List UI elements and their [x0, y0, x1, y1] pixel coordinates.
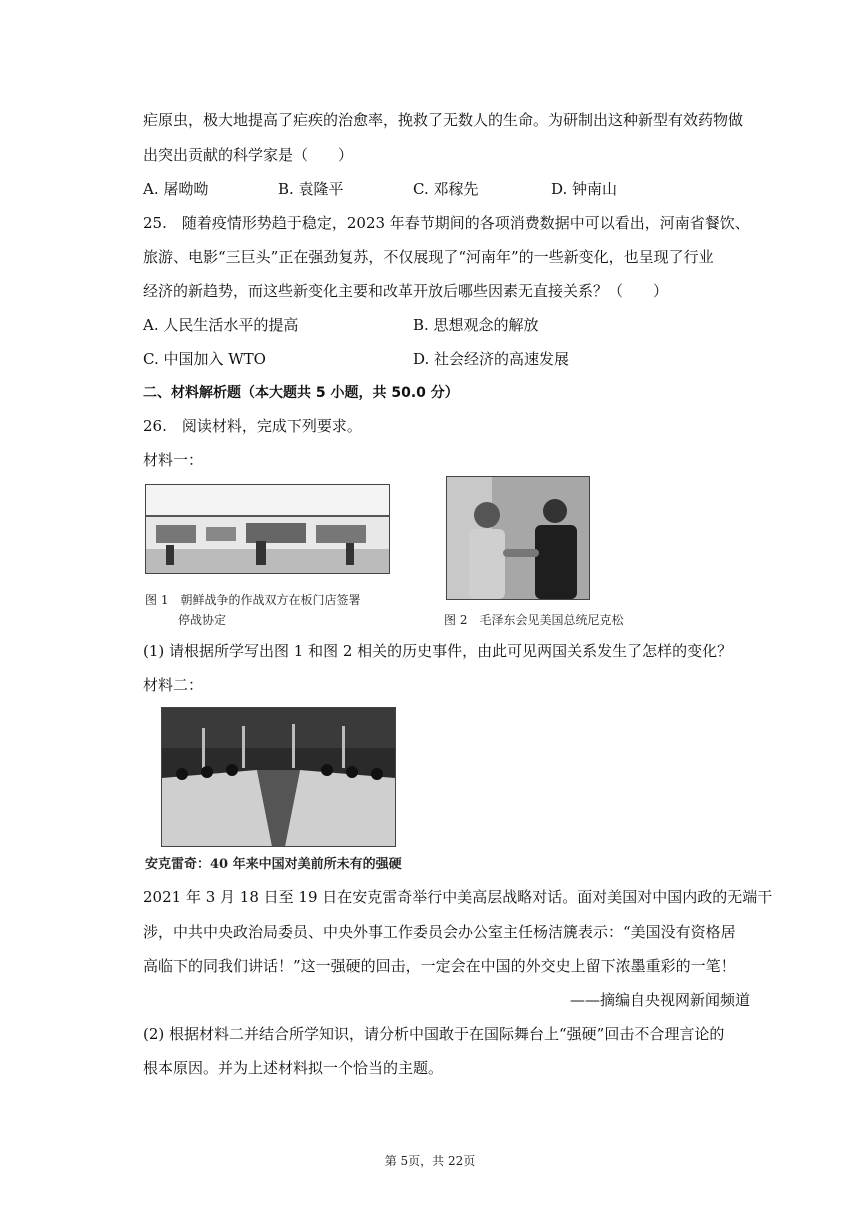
- figure3-caption: 安克雷奇：40 年来中国对美前所未有的强硬: [145, 857, 402, 872]
- q24-option-d: D. 钟南山: [551, 180, 618, 198]
- q26-sub1: (1) 请根据所学写出图 1 和图 2 相关的历史事件，由此可见两国关系发生了怎样的变化？: [143, 642, 733, 660]
- q25-stem-line1: 25. 随着疫情形势趋于稳定，2023 年春节期间的各项消费数据中可以看出，河南省餐饮、: [143, 214, 750, 232]
- figure1-caption-line2: 停战协定: [178, 613, 227, 627]
- material2-para-line1: 2021 年 3 月 18 日至 19 日在安克雷奇举行中美高层战略对话。面对美国对中国内政的无端干: [143, 888, 773, 906]
- material1-label: 材料一：: [143, 451, 204, 469]
- q25-stem-line3: 经济的新趋势，而这些新变化主要和改革开放后哪些因素无直接关系？（ ）: [143, 282, 669, 300]
- material2-para-line3: 高临下的同我们讲话！”这一强硬的回击，一定会在中国的外交史上留下浓墨重彩的一笔！: [143, 957, 736, 975]
- q26-stem: 26. 阅读材料，完成下列要求。: [143, 417, 362, 435]
- section-heading: 二、材料解析题（本大题共 5 小题，共 50.0 分）: [143, 385, 459, 401]
- q24-option-b: B. 袁隆平: [278, 180, 344, 198]
- figure3-photo: [161, 707, 396, 847]
- q26-sub2-line2: 根本原因。并为上述材料拟一个恰当的主题。: [143, 1059, 444, 1077]
- figure2-photo: [446, 476, 590, 600]
- material2-para-line2: 涉，中共中央政治局委员、中央外事工作委员会办公室主任杨洁篪表示：“美国没有资格居: [143, 923, 736, 941]
- q24-stem-line2: 出突出贡献的科学家是（ ）: [143, 146, 354, 164]
- q25-stem-line2: 旅游、电影“三巨头”正在强劲复苏，不仅展现了“河南年”的一些新变化，也呈现了行业: [143, 248, 714, 266]
- q25-option-d: D. 社会经济的高速发展: [413, 350, 570, 368]
- material2-label: 材料二：: [143, 676, 204, 694]
- q24-option-a: A. 屠呦呦: [143, 180, 209, 198]
- material2-source: ——摘编自央视网新闻频道: [569, 991, 750, 1009]
- figure1-caption-line1: 图 1 朝鲜战争的作战双方在板门店签署: [145, 593, 361, 607]
- q24-stem-line1: 疟原虫，极大地提高了疟疾的治愈率，挽救了无数人的生命。为研制出这种新型有效药物做: [143, 111, 744, 129]
- q25-option-a: A. 人民生活水平的提高: [143, 316, 299, 334]
- figure1-photo: [145, 484, 390, 574]
- page-footer: 第 5页，共 22页: [384, 1154, 476, 1168]
- q25-option-c: C. 中国加入 WTO: [143, 350, 266, 368]
- q24-option-c: C. 邓稼先: [413, 180, 479, 198]
- q26-sub2-line1: (2) 根据材料二并结合所学知识，请分析中国敢于在国际舞台上“强硬”回击不合理言论的: [143, 1025, 725, 1043]
- q25-option-b: B. 思想观念的解放: [413, 316, 539, 334]
- figure2-caption: 图 2 毛泽东会见美国总统尼克松: [444, 613, 624, 627]
